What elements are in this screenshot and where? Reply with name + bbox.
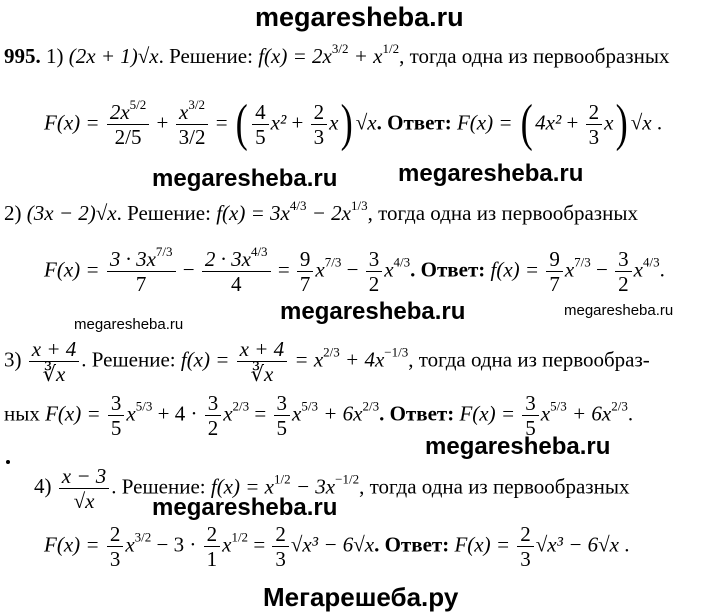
p3-ax: x [540,401,551,426]
p3-exp2: −1/3 [384,344,409,360]
p1-f: f(x) = 2x [258,44,332,68]
watermark-2: megaresheba.ru [398,160,584,187]
p1-exp2: 1/2 [382,41,400,56]
p1-line1 [4,41,670,68]
p3-c2 [205,392,222,439]
p4-c2-den: 1 [206,547,218,572]
p1-ans-end: . [656,110,663,135]
p2-minus2: − [182,257,195,282]
p2-x1-exp: 7/3 [324,254,342,270]
p2-frac1-den: 7 [135,272,147,297]
p2-frac1 [107,244,176,297]
p1-tail: , тогда одна из первообразных [399,44,670,68]
problem-number: 995. [4,44,41,68]
p2-ans-end: . [659,257,665,282]
p1-frac1-den: 2/5 [114,125,142,150]
p1-ans-num: 2 [586,101,603,125]
p3-q-den: ∛x [42,362,66,387]
p2-a1-den: 7 [549,272,560,297]
p1-ans-plus: + [566,110,579,135]
p1-ans-sqrt: √x [630,110,652,135]
p3-eq2: = [254,401,267,426]
p1-plus2: + [156,110,169,135]
p4-c3 [272,523,289,570]
p1-frac2-num-exp: 3/2 [188,97,205,112]
p3-a-num: 3 [522,392,539,416]
p1-ans-lparen: ( [520,95,533,153]
p2-a2-den: 2 [618,272,629,297]
p2-exp2: 1/3 [350,198,368,213]
p1-exp1: 3/2 [331,41,349,56]
watermark-small-2: megaresheba.ru [564,302,674,319]
p3-exp1: 2/3 [323,344,340,360]
p3-q [29,338,80,385]
p2-a1 [546,248,563,295]
p4-label: 4) [34,474,52,499]
p2-a2-num: 3 [615,248,632,272]
p3-x4-exp: 2/3 [362,398,380,414]
p2-ax2-exp: 4/3 [642,254,660,270]
p1-ans-F: F(x) = [456,110,513,135]
p1-line2 [44,95,663,153]
p4-line2 [44,523,629,570]
p3-a-den: 5 [525,416,536,441]
watermark-small-1: megaresheba.ru [74,316,184,333]
p1-inner-b-den: 3 [313,125,325,150]
p4-line1 [4,465,629,512]
p1-inner-plus: + [291,110,304,135]
watermark-top: megaresheba.ru [255,2,464,32]
p4-solution-word: . Решение: [111,474,206,499]
p4-c2 [204,523,221,570]
p4-a-den: 3 [520,547,531,572]
p4-a-num: 2 [517,523,534,547]
p2-ans-f: f(x) = [490,257,540,282]
p4-x1: x [125,532,135,557]
p3-plus: + 4x [339,347,385,372]
p2-exp1: 4/3 [289,198,307,213]
p3-answer-word: . Ответ: [379,401,455,426]
p3-plus3: + 6x [323,401,363,426]
p2-a2 [615,248,632,295]
p3-c1 [108,392,125,439]
p4-c3-den: 3 [275,547,286,572]
p4-c1-den: 3 [109,547,121,572]
p1-inner-x2: x² [270,110,287,135]
p4-exp1: 1/2 [274,471,291,487]
p4-answer-word: . Ответ: [374,532,450,557]
p3-plus2: + 4 · [157,401,198,426]
p4-m2: − 6√x [323,532,375,557]
p3-q-num: x + 4 [29,338,80,362]
p1-ans-rparen: ) [616,95,629,153]
p3-ax2-exp: 2/3 [611,398,628,414]
p1-frac2-den: 3/2 [178,125,206,150]
p3-c1-den: 5 [110,416,122,441]
p1-inner-a-den: 5 [255,125,266,150]
p2-x1: x [315,257,325,282]
p1-frac1 [107,97,149,150]
p3-solution-word: . Решение: [81,347,176,372]
p2-solution-word: . Решение: [116,201,211,225]
watermark-4: megaresheba.ru [425,433,611,460]
p1-ans-frac [586,101,603,148]
p4-asq: √x³ [535,532,563,557]
p1-expr: (2x + 1)√x [68,44,159,68]
p2-c1-den: 7 [299,272,311,297]
p3-line2 [4,392,633,439]
p2-line1 [4,198,638,225]
p1-answer-word: . Ответ: [376,110,452,135]
p4-c3-num: 2 [272,523,289,547]
p3-x3: x [292,401,302,426]
p2-x2: x [384,257,394,282]
p3-f-num: x + 4 [237,338,288,362]
p4-ans-F: F(x) = [454,532,511,557]
p1-frac2 [176,97,209,150]
p4-q-den: √x [73,489,95,514]
watermark-5: megaresheba.ru [152,494,338,521]
p2-F-lhs: F(x) = [44,257,100,282]
p2-f: f(x) = 3x [216,201,290,225]
p4-f: f(x) = x [210,474,274,499]
p3-x1: x [126,401,136,426]
p2-ax2: x [633,257,643,282]
p2-minus: − 2x [306,201,351,225]
p1-frac1-num: 2x [109,100,130,124]
p3-F-lhs: F(x) = [45,401,101,426]
p3-label: 3) [4,347,22,372]
p1-label: 1) [46,44,64,68]
p3-line1 [4,338,650,385]
p2-c2-den: 2 [368,272,380,297]
p2-c1-num: 9 [297,248,314,272]
p2-frac2 [202,244,271,297]
p4-c1-num: 2 [107,523,124,547]
p4-x2: x [222,532,232,557]
p3-f: f(x) = [180,347,230,372]
p2-tail: , тогда одна из первообразных [367,201,638,225]
p2-c1 [297,248,314,295]
p1-ans-x2: 4x² [535,110,562,135]
p1-inner-a [252,101,269,148]
p3-ans-end: . [627,401,634,426]
p4-x2-exp: 1/2 [231,529,249,545]
p4-exp2: −1/2 [335,471,360,487]
p4-minus: − 3x [290,474,336,499]
p3-c1-num: 3 [108,392,125,416]
stray-dot [6,460,10,464]
p2-a1-num: 9 [546,248,563,272]
p3-eq: = x [294,347,324,372]
p2-frac2-num-exp: 4/3 [250,244,268,259]
p2-frac2-num: 2 · 3x [204,247,251,271]
p2-frac1-num: 3 · 3x [109,247,156,271]
p1-frac2-num: x [179,100,189,124]
p2-line2 [44,244,665,297]
p1-frac1-num-exp: 5/2 [129,97,147,112]
p2-c2-num: 3 [366,248,383,272]
p2-expr: (3x − 2)√x [26,201,117,225]
p1-ans-den: 3 [588,125,600,150]
p4-m: − 3 · [156,532,197,557]
p4-c1 [107,523,124,570]
p3-c3 [274,392,291,439]
p1-rparen: ) [341,95,354,153]
p3-c2-den: 2 [207,416,219,441]
p2-frac1-num-exp: 7/3 [155,244,173,259]
p2-label: 2) [4,201,22,225]
p1-eq: = [215,110,228,135]
p4-x1-exp: 3/2 [134,529,152,545]
p4-ans-end: . [624,532,630,557]
p1-inner-x: x [329,110,339,135]
p1-sqrt-x: √x [355,110,377,135]
p3-line2-start: ных [4,401,40,426]
p2-answer-word: . Ответ: [410,257,486,282]
p3-x3-exp: 5/3 [301,398,318,414]
watermark-1: megaresheba.ru [152,165,338,192]
p4-F-lhs: F(x) = [44,532,100,557]
p2-ax1-exp: 7/3 [574,254,591,270]
p3-ax-exp: 5/3 [550,398,567,414]
p1-inner-b-num: 2 [311,101,328,125]
p2-eq: = [277,257,290,282]
p3-x2: x [223,401,233,426]
p3-f-frac [237,338,288,385]
p1-solution-word: . Решение: [158,44,253,68]
p2-m: − [346,257,359,282]
p4-a [517,523,534,570]
p2-frac2-den: 4 [230,272,242,297]
p4-sq1: √x³ [290,532,319,557]
p4-tail: , тогда одна из первообразных [359,474,630,499]
p1-lparen: ( [235,95,248,153]
p1-inner-a-num: 4 [252,101,269,125]
p3-x2-exp: 2/3 [232,398,250,414]
p4-am: − 6√x [568,532,619,557]
p4-c2-num: 2 [204,523,221,547]
p3-c3-den: 5 [276,416,288,441]
p4-q [59,465,110,512]
p4-q-num: x − 3 [59,465,110,489]
p1-F-lhs: F(x) = [44,110,100,135]
p3-ans-F: F(x) = [459,401,516,426]
p3-c2-num: 3 [205,392,222,416]
p2-ax1: x [564,257,575,282]
p1-plus: + x [348,44,383,68]
p1-inner-b [311,101,328,148]
p3-tail: , тогда одна из первообраз- [408,347,650,372]
p3-x1-exp: 5/3 [135,398,153,414]
p2-x2-exp: 4/3 [393,254,411,270]
watermark-3: megaresheba.ru [280,298,466,325]
p3-c3-num: 3 [274,392,291,416]
p3-aplus: + 6x [571,401,612,426]
p1-ans-x: x [604,110,614,135]
brand-bottom: Мегарешеба.ру [263,582,459,612]
p2-am: − [596,257,608,282]
p3-a [522,392,539,439]
p3-f-den: ∛x [250,362,274,387]
p2-c2 [366,248,383,295]
p4-eq: = [253,532,266,557]
